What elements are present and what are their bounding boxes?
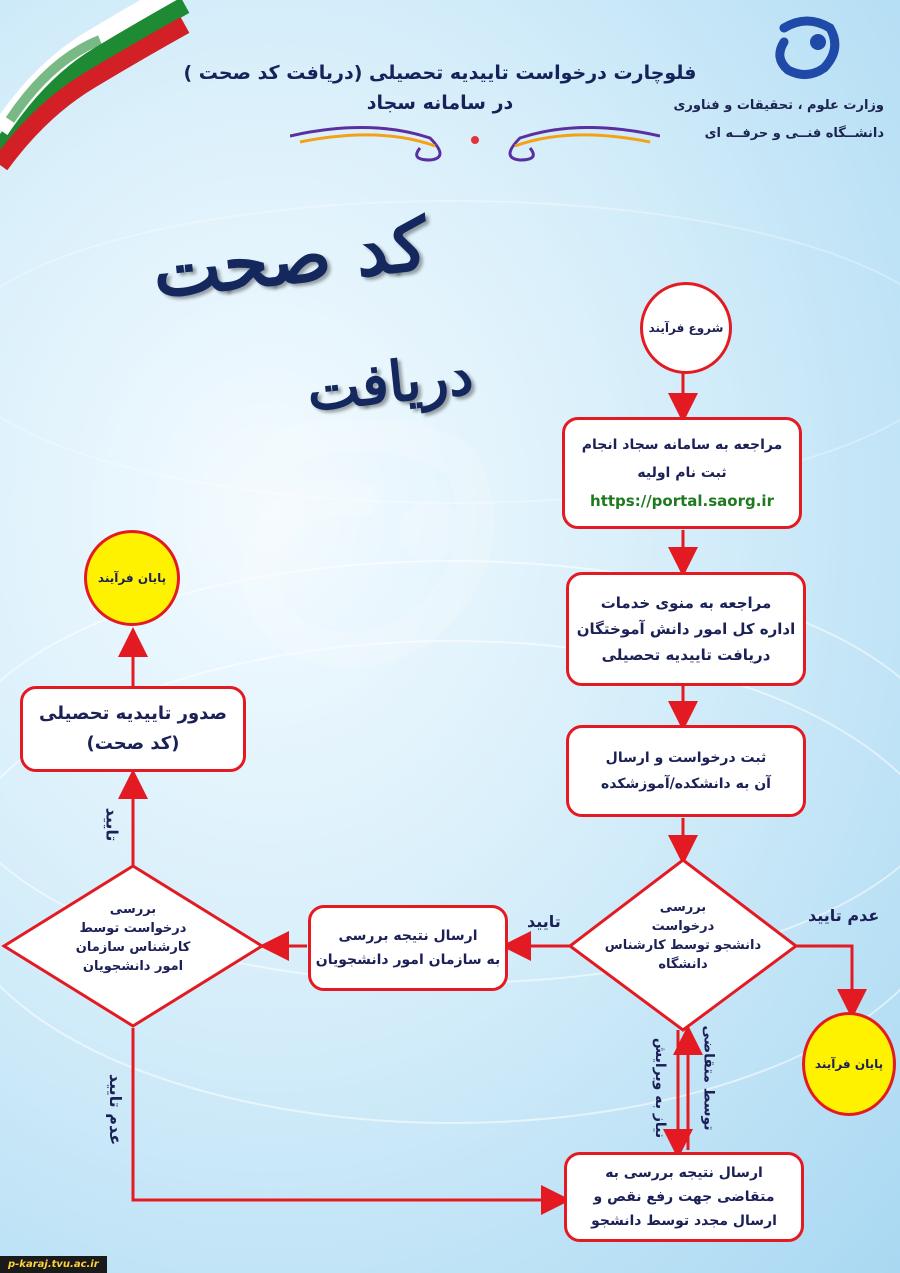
by-applicant-label: توسط متقاضی <box>700 1025 717 1131</box>
header-title-line2: در سامانه سجاد <box>366 92 514 114</box>
step1-url[interactable]: https://portal.saorg.ir <box>590 492 774 510</box>
send-result-line1: ارسال نتیجه بررسی <box>338 928 478 944</box>
ministry-name: وزارت علوم ، تحقیقات و فناوری <box>673 98 884 113</box>
decision1-line1: بررسی <box>659 900 707 915</box>
issue-line2: (کد صحت) <box>86 733 180 754</box>
step3-line1: ثبت درخواست و ارسال <box>605 750 767 766</box>
header-title-line1: فلوچارت درخواست تاییدیه تحصیلی (دریافت کد صحت ) <box>183 62 697 84</box>
university-name: دانشــگاه فنــی و حرفــه ای <box>704 126 884 141</box>
decision2-line4: امور دانشجویان <box>82 959 184 974</box>
footer-url[interactable]: p-karaj.tvu.ac.ir <box>0 1256 107 1273</box>
return-line1: ارسال نتیجه بررسی به <box>605 1165 763 1181</box>
needs-edit-label: نیاز به ویرایش <box>652 1037 669 1139</box>
step2-line1: مراجعه به منوی خدمات <box>600 594 772 612</box>
return-line2: متقاضی جهت رفع نقص و <box>593 1189 775 1205</box>
step-register-sajad <box>562 417 802 529</box>
big-title-line2: دریافت <box>303 341 477 425</box>
reject-label-2: عدم تایید <box>106 1073 126 1146</box>
end-right-label: پایان فرآیند <box>814 1057 884 1071</box>
big-title-line1: کد صحت <box>148 200 432 315</box>
decision1-line4: دانشگاه <box>658 957 708 972</box>
start-node <box>640 282 732 374</box>
decision2-line1: بررسی <box>109 902 157 917</box>
step2-line2: اداره کل امور دانش آموختگان <box>576 620 796 638</box>
step-submit-request <box>566 725 806 817</box>
end-node-right <box>802 1012 896 1116</box>
end-left-label: پایان فرآیند <box>97 571 167 585</box>
decision2-text <box>40 900 226 976</box>
step1-line2: ثبت نام اولیه <box>637 465 727 481</box>
approve-label-2: تایید <box>102 807 122 842</box>
step1-line1: مراجعه به سامانه سجاد انجام <box>581 437 783 453</box>
step-services-menu <box>566 572 806 686</box>
step-send-to-organization <box>308 905 508 991</box>
step-issue-confirmation <box>20 686 246 772</box>
decision1-text <box>590 898 776 974</box>
start-label: شروع فرآیند <box>648 321 724 335</box>
end-node-left <box>84 530 180 626</box>
step2-line3: دریافت تاییدیه تحصیلی <box>601 646 771 664</box>
step3-line2: آن به دانشکده/آموزشکده <box>601 776 771 792</box>
decision1-line3: دانشجو توسط کارشناس <box>604 938 762 953</box>
send-result-line2: به سازمان امور دانشجویان <box>315 952 501 968</box>
decision2-line2: درخواست توسط <box>79 921 187 936</box>
approve-label-1: تایید <box>527 912 561 931</box>
reject-label-1: عدم تایید <box>808 906 880 925</box>
return-line3: ارسال مجدد توسط دانشجو <box>591 1213 777 1229</box>
step-return-to-applicant <box>564 1152 804 1242</box>
decision1-line2: درخواست <box>651 919 715 934</box>
issue-line1: صدور تاییدیه تحصیلی <box>39 703 227 724</box>
decision2-line3: کارشناس سازمان <box>75 940 191 955</box>
